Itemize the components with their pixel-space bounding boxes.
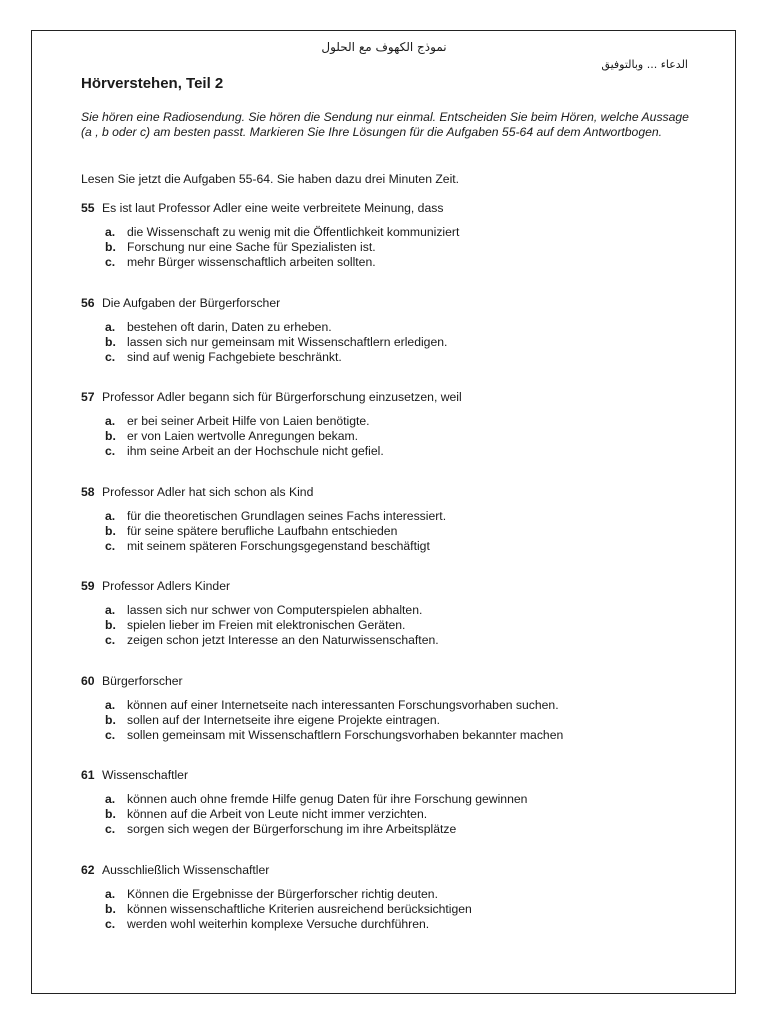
option-letter: a. [105, 886, 116, 901]
option-letter: c. [105, 822, 116, 836]
question-text: Professor Adler begann sich für Bürgerforschung einzusetzen, weil [102, 390, 462, 404]
section-title: Hörverstehen, Teil 2 [81, 75, 224, 92]
question-text: Professor Adler hat sich schon als Kind [102, 484, 314, 499]
option-letter: a. [105, 603, 116, 617]
option-letter: b. [105, 429, 116, 443]
question-59 [81, 579, 701, 674]
option-letter: b. [105, 901, 116, 916]
option-list [81, 887, 701, 932]
option-text: die Wissenschaft zu wenig mit die Öffentlichkeit kommuniziert [127, 225, 460, 239]
arabic-header-title: نموذج الكهوف مع الحلول [321, 40, 447, 54]
option-a[interactable] [81, 414, 701, 429]
option-c[interactable] [81, 728, 701, 743]
option-letter: a. [105, 319, 116, 334]
question-58 [81, 485, 701, 580]
option-text: spielen lieber im Freien mit elektronischen Geräten. [127, 618, 406, 632]
option-text: Forschung nur eine Sache für Spezialisten ist. [127, 240, 376, 254]
option-c[interactable] [81, 917, 701, 932]
option-c[interactable] [81, 539, 701, 554]
question-text: Die Aufgaben der Bürgerforscher [102, 295, 281, 310]
question-stem [81, 201, 701, 217]
question-text: Ausschließlich Wissenschaftler [102, 862, 270, 877]
option-letter: b. [105, 240, 116, 254]
option-letter: a. [105, 225, 116, 239]
option-list [81, 320, 701, 365]
question-number: 56 [81, 295, 95, 310]
option-text: können auf die Arbeit von Leute nicht immer verzichten. [127, 807, 428, 821]
option-letter: c. [105, 255, 116, 269]
option-text: werden wohl weiterhin komplexe Versuche durchführen. [127, 916, 430, 931]
read-note: Lesen Sie jetzt die Aufgaben 55-64. Sie haben dazu drei Minuten Zeit. [81, 172, 460, 186]
option-text: lassen sich nur gemeinsam mit Wissenschaftlern erledigen. [127, 334, 448, 349]
question-text: Professor Adlers Kinder [102, 579, 231, 593]
option-b[interactable] [81, 807, 701, 822]
option-text: mehr Bürger wissenschaftlich arbeiten sollten. [127, 255, 376, 269]
option-text: sind auf wenig Fachgebiete beschränkt. [127, 349, 342, 364]
option-list [81, 414, 701, 459]
option-b[interactable] [81, 240, 701, 255]
option-list [81, 225, 701, 270]
option-text: mit seinem späteren Forschungsgegenstand beschäftigt [127, 538, 430, 553]
option-letter: c. [105, 444, 116, 458]
option-text: können auf einer Internetseite nach interessanten Forschungsvorhaben suchen. [127, 697, 559, 712]
question-stem [81, 296, 701, 312]
option-letter: c. [105, 349, 116, 364]
question-number: 61 [81, 768, 95, 782]
option-c[interactable] [81, 633, 701, 648]
option-a[interactable] [81, 603, 701, 618]
option-text: lassen sich nur schwer von Computerspielen abhalten. [127, 603, 423, 617]
question-stem [81, 863, 701, 879]
option-letter: a. [105, 508, 116, 523]
option-text: bestehen oft darin, Daten zu erheben. [127, 319, 332, 334]
option-text: sollen gemeinsam mit Wissenschaftlern Forschungsvorhaben bekannter machen [127, 727, 564, 742]
question-62 [81, 863, 701, 958]
option-list [81, 698, 701, 743]
option-text: können wissenschaftliche Kriterien ausreichend berücksichtigen [127, 901, 472, 916]
instructions-text: Sie hören eine Radiosendung. Sie hören die Sendung nur einmal. Entscheiden Sie beim Hören, welche Aussage (a , b oder c) am besten passt. Markieren Sie Ihre Lösungen für die Aufgaben 55-64 auf dem Antwortbogen. [81, 110, 689, 139]
option-text: zeigen schon jetzt Interesse an den Naturwissenschaften. [127, 633, 439, 647]
option-a[interactable] [81, 509, 701, 524]
option-text: er von Laien wertvolle Anregungen bekam. [127, 429, 359, 443]
option-b[interactable] [81, 902, 701, 917]
option-list [81, 792, 701, 837]
option-c[interactable] [81, 444, 701, 459]
question-number: 60 [81, 673, 95, 688]
option-letter: c. [105, 916, 116, 931]
option-c[interactable] [81, 255, 701, 270]
question-57 [81, 390, 701, 485]
option-a[interactable] [81, 320, 701, 335]
question-56 [81, 296, 701, 391]
option-letter: c. [105, 727, 116, 742]
option-letter: b. [105, 807, 116, 821]
option-text: können auch ohne fremde Hilfe genug Daten für ihre Forschung gewinnen [127, 792, 528, 806]
option-letter: b. [105, 618, 116, 632]
option-letter: a. [105, 414, 116, 428]
option-text: sorgen sich wegen der Bürgerforschung im ihre Arbeitsplätze [127, 822, 457, 836]
option-letter: b. [105, 523, 116, 538]
question-number: 58 [81, 484, 95, 499]
option-letter: a. [105, 697, 116, 712]
question-number: 59 [81, 579, 95, 593]
option-text: sollen auf der Internetseite ihre eigene Projekte eintragen. [127, 712, 441, 727]
option-a[interactable] [81, 225, 701, 240]
option-text: ihm seine Arbeit an der Hochschule nicht gefiel. [127, 444, 384, 458]
option-list [81, 603, 701, 648]
question-number: 57 [81, 390, 95, 404]
question-stem [81, 674, 701, 690]
question-stem [81, 579, 701, 595]
option-b[interactable] [81, 713, 701, 728]
option-a[interactable] [81, 887, 701, 902]
option-text: für die theoretischen Grundlagen seines Fachs interessiert. [127, 508, 447, 523]
question-stem [81, 485, 701, 501]
option-a[interactable] [81, 792, 701, 807]
question-stem [81, 390, 701, 406]
option-b[interactable] [81, 618, 701, 633]
question-text: Wissenschaftler [102, 768, 189, 782]
option-letter: a. [105, 792, 116, 806]
question-text: Bürgerforscher [102, 673, 183, 688]
option-a[interactable] [81, 698, 701, 713]
option-text: für seine spätere berufliche Laufbahn entschieden [127, 523, 398, 538]
option-letter: b. [105, 334, 116, 349]
option-letter: c. [105, 633, 116, 647]
arabic-header-note: الدعاء ... وبالتوفيق [601, 58, 688, 71]
question-list [81, 201, 701, 957]
option-c[interactable] [81, 350, 701, 365]
option-c[interactable] [81, 822, 701, 837]
option-letter: c. [105, 538, 116, 553]
option-b[interactable] [81, 335, 701, 350]
option-letter: b. [105, 712, 116, 727]
question-number: 62 [81, 862, 95, 877]
question-55 [81, 201, 701, 296]
option-b[interactable] [81, 429, 701, 444]
option-b[interactable] [81, 524, 701, 539]
question-60 [81, 674, 701, 769]
option-text: Können die Ergebnisse der Bürgerforscher richtig deuten. [127, 886, 438, 901]
question-61 [81, 768, 701, 863]
question-text: Es ist laut Professor Adler eine weite verbreitete Meinung, dass [102, 201, 444, 215]
option-list [81, 509, 701, 554]
option-text: er bei seiner Arbeit Hilfe von Laien benötigte. [127, 414, 370, 428]
question-stem [81, 768, 701, 784]
question-number: 55 [81, 201, 95, 215]
